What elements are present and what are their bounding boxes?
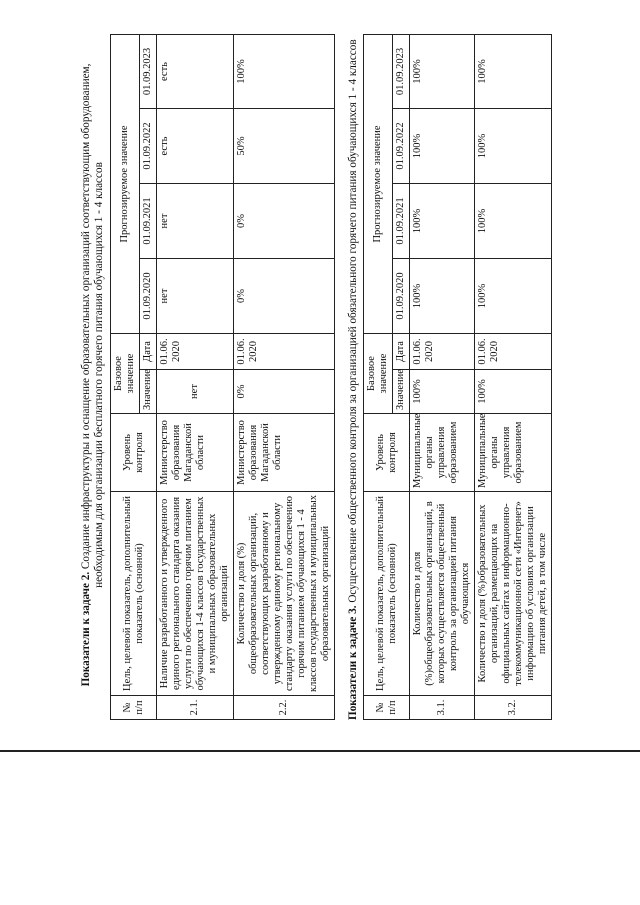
row-forecast-2: нет <box>157 184 234 259</box>
row-forecast-3: 50% <box>234 109 335 184</box>
row-num: 3.2. <box>475 696 552 720</box>
task3-header-row <box>364 34 393 719</box>
row-value: нет <box>157 370 234 414</box>
row-goal: Количество и доля (%) общеобразовательных организаций, соответствующих разработанному и утвержденному единому региональному стандарту оказания услуги по обеспечению горячим питанием обучающихся 1 - 4 классов государственных и муниципальных образовательных организаций <box>234 492 335 696</box>
row-level: Муниципальные органы управления образованием <box>475 414 552 492</box>
task2-heading <box>80 30 106 720</box>
row-level: Муниципальные органы управления образованием <box>410 414 475 492</box>
row-forecast-1: 100% <box>475 259 552 334</box>
row-forecast-1: 100% <box>410 259 475 334</box>
task3-table <box>363 34 552 720</box>
row-forecast-2: 100% <box>475 184 552 259</box>
col-header-goal: Цель, целевой показатель, дополнительный показатель (основной) <box>364 492 410 696</box>
col-header-date: Дата <box>393 334 410 370</box>
row-forecast-4: 100% <box>410 34 475 108</box>
row-num: 2.2. <box>234 696 335 720</box>
task3-heading-text: Осуществление общественного контроля за организацией обязательного горячего питания обучающихся 1 - 4 классов <box>347 39 359 603</box>
row-date: 01.06. 2020 <box>475 334 552 370</box>
col-header-d4: 01.09.2023 <box>393 34 410 108</box>
col-header-d4: 01.09.2023 <box>140 34 157 108</box>
rotated-document-page <box>80 30 560 720</box>
task3-heading-label: Показатели к задаче 3. <box>347 605 359 720</box>
row-date: 01.06. 2020 <box>157 334 234 370</box>
col-header-d1: 01.09.2020 <box>140 259 157 334</box>
row-forecast-1: нет <box>157 259 234 334</box>
row-forecast-4: 100% <box>234 34 335 108</box>
col-header-value: Значение <box>393 370 410 414</box>
table-row <box>234 34 335 719</box>
row-level: Министерство образования Магаданской области <box>157 414 234 492</box>
row-forecast-4: есть <box>157 34 234 108</box>
row-goal: Наличие разработанного и утвержденного единого регионального стандарта оказания услуги по обеспечению горячим питанием обучающихся 1-4 классов государственных и муниципальных образовательных организаций <box>157 492 234 696</box>
col-header-date: Дата <box>140 334 157 370</box>
row-forecast-3: есть <box>157 109 234 184</box>
col-header-forecast: Прогнозируемое значение <box>364 34 393 333</box>
row-date: 01.06. 2020 <box>410 334 475 370</box>
row-goal: Количество и доля (%)образовательных организаций, размещающих на официальных сайтах в информационно-телекоммуникационной сети «Интернет» информацию об условиях организации питания детей, в том числе <box>475 492 552 696</box>
row-forecast-1: 0% <box>234 259 335 334</box>
table-row <box>475 34 552 719</box>
table-row <box>410 34 475 719</box>
row-num: 2.1. <box>157 696 234 720</box>
task2-heading-text: Создание инфраструктуры и оснащение образовательных организаций соответствующим оборудованием, необходимым для организации бесплатного горячего питания обучающихся 1 - 4 классов <box>80 63 105 588</box>
col-header-forecast: Прогнозируемое значение <box>111 34 140 333</box>
task2-heading-label: Показатели к задаче 2. <box>80 571 92 687</box>
row-goal: Количество и доля (%)общеобразовательных организаций, в которых осуществляется общественный контроль за организацией питания обучающихся <box>410 492 475 696</box>
section-spacer <box>335 30 347 720</box>
task2-header-row <box>111 34 140 719</box>
row-value: 100% <box>475 370 552 414</box>
col-header-level: Уровень контроля <box>111 414 157 492</box>
col-header-base: Базовое значение <box>111 334 140 414</box>
row-value: 0% <box>234 370 335 414</box>
row-level: Министерство образования Магаданской области <box>234 414 335 492</box>
page-bottom-rule <box>0 750 640 752</box>
col-header-num: № п/п <box>111 696 157 720</box>
task2-table <box>110 34 335 720</box>
col-header-value: Значение <box>140 370 157 414</box>
col-header-goal: Цель, целевой показатель, дополнительный показатель (основной) <box>111 492 157 696</box>
task3-heading <box>347 30 360 720</box>
col-header-d1: 01.09.2020 <box>393 259 410 334</box>
row-forecast-3: 100% <box>410 109 475 184</box>
col-header-d2: 01.09.2021 <box>393 184 410 259</box>
row-forecast-2: 100% <box>410 184 475 259</box>
row-forecast-3: 100% <box>475 109 552 184</box>
col-header-d2: 01.09.2021 <box>140 184 157 259</box>
row-num: 3.1. <box>410 696 475 720</box>
row-forecast-4: 100% <box>475 34 552 108</box>
col-header-level: Уровень контроля <box>364 414 410 492</box>
table-row <box>157 34 234 719</box>
col-header-d3: 01.09.2022 <box>140 109 157 184</box>
row-value: 100% <box>410 370 475 414</box>
col-header-num: № п/п <box>364 696 410 720</box>
col-header-base: Базовое значение <box>364 334 393 414</box>
row-forecast-2: 0% <box>234 184 335 259</box>
row-date: 01.06. 2020 <box>234 334 335 370</box>
col-header-d3: 01.09.2022 <box>393 109 410 184</box>
